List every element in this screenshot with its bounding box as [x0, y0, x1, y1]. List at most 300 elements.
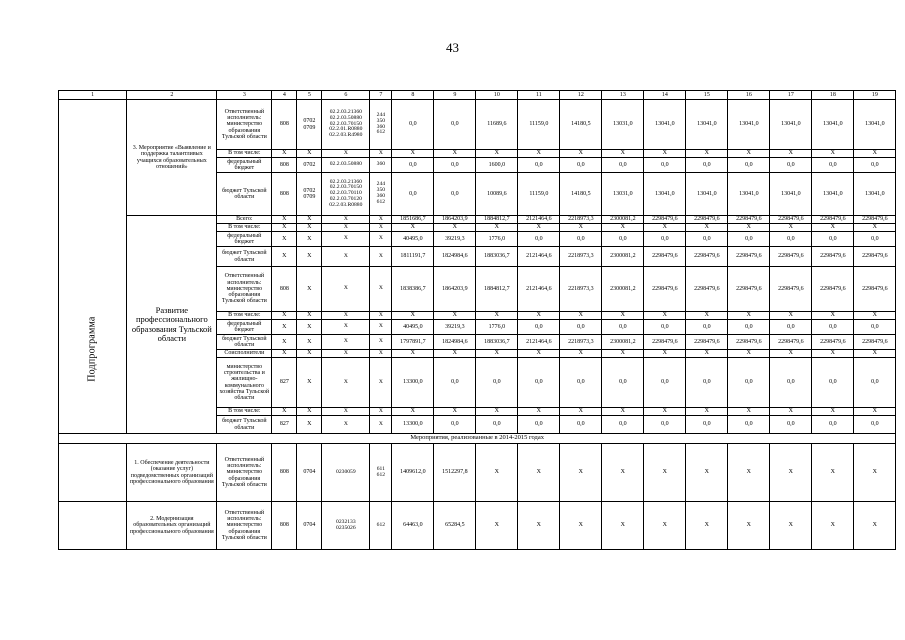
- table-row: [59, 100, 896, 150]
- vr-cell: X: [370, 224, 392, 232]
- value-cell: X: [476, 224, 518, 232]
- header-cell: 1: [59, 91, 127, 100]
- value-cell: 2298479,6: [686, 267, 728, 312]
- value-cell: X: [812, 312, 854, 320]
- rzpr-cell: X: [297, 408, 322, 416]
- header-cell: 9: [434, 91, 476, 100]
- executor-cell: Ответственный исполнитель: министерство образования Тульской области: [217, 502, 272, 550]
- csr-cell: X: [322, 350, 370, 358]
- value-cell: 14180,5: [560, 173, 602, 216]
- rzpr-cell: 0702: [297, 158, 322, 173]
- value-cell: X: [392, 408, 434, 416]
- value-cell: X: [728, 408, 770, 416]
- value-cell: X: [644, 502, 686, 550]
- vr-cell: X: [370, 232, 392, 247]
- value-cell: 13041,0: [728, 100, 770, 150]
- header-cell: 15: [686, 91, 728, 100]
- value-cell: 0,0: [560, 320, 602, 335]
- grbs-cell: 808: [272, 502, 297, 550]
- value-cell: 1797891,7: [392, 335, 434, 350]
- value-cell: 2298479,6: [812, 216, 854, 224]
- value-cell: X: [644, 224, 686, 232]
- header-cell: 10: [476, 91, 518, 100]
- value-cell: X: [392, 312, 434, 320]
- value-cell: 2121464,6: [518, 247, 560, 267]
- csr-cell: X: [322, 247, 370, 267]
- header-cell: 4: [272, 91, 297, 100]
- rzpr-cell: X: [297, 247, 322, 267]
- value-cell: X: [392, 150, 434, 158]
- rzpr-cell: 0704: [297, 444, 322, 502]
- value-cell: X: [770, 312, 812, 320]
- section-title: Мероприятия, реализованные в 2014-2015 годах: [59, 434, 896, 444]
- value-cell: X: [560, 502, 602, 550]
- value-cell: X: [644, 444, 686, 502]
- value-cell: 1824984,6: [434, 247, 476, 267]
- value-cell: 0,0: [518, 416, 560, 434]
- value-cell: 0,0: [686, 416, 728, 434]
- value-cell: 0,0: [644, 320, 686, 335]
- value-cell: 13031,0: [602, 173, 644, 216]
- grbs-cell: 808: [272, 158, 297, 173]
- header-cell: 7: [370, 91, 392, 100]
- rzpr-cell: X: [297, 232, 322, 247]
- executor-cell: Всего:: [217, 216, 272, 224]
- value-cell: X: [560, 224, 602, 232]
- vr-cell: X: [370, 312, 392, 320]
- value-cell: 0,0: [854, 358, 896, 408]
- header-cell: 18: [812, 91, 854, 100]
- vr-cell: X: [370, 350, 392, 358]
- measure-name: 3. Мероприятие «Выявление и поддержка талантливых учащихся образовательных отношений»: [127, 100, 217, 216]
- value-cell: 39219,3: [434, 232, 476, 247]
- vr-cell: X: [370, 247, 392, 267]
- value-cell: 0,0: [434, 158, 476, 173]
- value-cell: 13041,0: [686, 100, 728, 150]
- vr-cell: X: [370, 358, 392, 408]
- value-cell: 0,0: [728, 232, 770, 247]
- value-cell: X: [812, 502, 854, 550]
- table-row: [59, 216, 896, 224]
- value-cell: 2298479,6: [812, 247, 854, 267]
- value-cell: 0,0: [812, 232, 854, 247]
- value-cell: X: [476, 444, 518, 502]
- value-cell: 2298479,6: [686, 247, 728, 267]
- value-cell: X: [812, 444, 854, 502]
- value-cell: 0,0: [518, 232, 560, 247]
- value-cell: 0,0: [644, 416, 686, 434]
- value-cell: 2298479,6: [728, 335, 770, 350]
- executor-cell: Ответственный исполнитель: министерство образования Тульской области: [217, 267, 272, 312]
- value-cell: 0,0: [602, 416, 644, 434]
- value-cell: 13041,0: [686, 173, 728, 216]
- value-cell: 1884812,7: [476, 216, 518, 224]
- value-cell: 2298479,6: [770, 335, 812, 350]
- value-cell: 0,0: [560, 158, 602, 173]
- executor-cell: бюджет Тульской области: [217, 247, 272, 267]
- value-cell: 0,0: [644, 232, 686, 247]
- value-cell: X: [770, 502, 812, 550]
- value-cell: 1838386,7: [392, 267, 434, 312]
- value-cell: 11689,6: [476, 100, 518, 150]
- value-cell: X: [518, 224, 560, 232]
- value-cell: X: [434, 350, 476, 358]
- value-cell: 1600,0: [476, 158, 518, 173]
- value-cell: 2300081,2: [602, 247, 644, 267]
- value-cell: X: [686, 444, 728, 502]
- value-cell: 2298479,6: [644, 335, 686, 350]
- vr-cell: X: [370, 320, 392, 335]
- value-cell: 0,0: [770, 320, 812, 335]
- value-cell: 0,0: [812, 158, 854, 173]
- empty-cell: [59, 502, 127, 550]
- value-cell: 2300081,2: [602, 216, 644, 224]
- value-cell: 0,0: [728, 320, 770, 335]
- value-cell: X: [602, 150, 644, 158]
- value-cell: 64463,0: [392, 502, 434, 550]
- value-cell: 1512297,8: [434, 444, 476, 502]
- value-cell: X: [602, 224, 644, 232]
- value-cell: X: [728, 224, 770, 232]
- value-cell: 0,0: [518, 158, 560, 173]
- value-cell: 2121464,6: [518, 335, 560, 350]
- vr-cell: X: [370, 408, 392, 416]
- executor-cell: федеральный бюджет: [217, 232, 272, 247]
- value-cell: 0,0: [560, 358, 602, 408]
- executor-cell: бюджет Тульской области: [217, 416, 272, 434]
- value-cell: 1864203,9: [434, 216, 476, 224]
- csr-cell: X: [322, 312, 370, 320]
- value-cell: 2121464,6: [518, 216, 560, 224]
- value-cell: 65284,5: [434, 502, 476, 550]
- value-cell: 0,0: [392, 100, 434, 150]
- value-cell: 0,0: [770, 358, 812, 408]
- value-cell: 13041,0: [644, 173, 686, 216]
- grbs-cell: X: [272, 247, 297, 267]
- rzpr-cell: 0704: [297, 502, 322, 550]
- value-cell: 40495,0: [392, 232, 434, 247]
- value-cell: 10089,6: [476, 173, 518, 216]
- value-cell: 0,0: [476, 416, 518, 434]
- value-cell: 0,0: [728, 158, 770, 173]
- value-cell: 11159,0: [518, 100, 560, 150]
- value-cell: X: [770, 224, 812, 232]
- vr-cell: X: [370, 267, 392, 312]
- value-cell: 13041,0: [728, 173, 770, 216]
- value-cell: 1824984,6: [434, 335, 476, 350]
- value-cell: 2298479,6: [686, 216, 728, 224]
- empty-cell: [59, 444, 127, 502]
- value-cell: 0,0: [686, 320, 728, 335]
- value-cell: X: [812, 350, 854, 358]
- header-cell: 13: [602, 91, 644, 100]
- value-cell: 0,0: [434, 100, 476, 150]
- value-cell: X: [686, 312, 728, 320]
- executor-cell: Ответственный исполнитель: министерство образования Тульской области: [217, 100, 272, 150]
- subprogram-name: Развитие профессионального образования Тульской области: [127, 216, 217, 434]
- value-cell: X: [560, 408, 602, 416]
- table-row: [59, 502, 896, 550]
- value-cell: 39219,3: [434, 320, 476, 335]
- page-number: 43: [446, 40, 459, 55]
- value-cell: X: [854, 444, 896, 502]
- value-cell: 13041,0: [812, 100, 854, 150]
- value-cell: 1409612,0: [392, 444, 434, 502]
- value-cell: 0,0: [854, 416, 896, 434]
- value-cell: X: [644, 150, 686, 158]
- value-cell: X: [728, 150, 770, 158]
- value-cell: X: [854, 224, 896, 232]
- header-cell: 17: [770, 91, 812, 100]
- value-cell: X: [770, 444, 812, 502]
- value-cell: 0,0: [644, 358, 686, 408]
- header-cell: 12: [560, 91, 602, 100]
- grbs-cell: 808: [272, 173, 297, 216]
- value-cell: 2298479,6: [644, 267, 686, 312]
- value-cell: 0,0: [602, 232, 644, 247]
- rzpr-cell: X: [297, 267, 322, 312]
- rzpr-cell: 0702 0709: [297, 173, 322, 216]
- value-cell: 2300081,2: [602, 267, 644, 312]
- csr-cell: X: [322, 358, 370, 408]
- csr-cell: X: [322, 232, 370, 247]
- csr-cell: 02.2.03.50880: [322, 158, 370, 173]
- value-cell: 13041,0: [644, 100, 686, 150]
- value-cell: 1884812,7: [476, 267, 518, 312]
- rzpr-cell: 0702 0709: [297, 100, 322, 150]
- grbs-cell: 808: [272, 267, 297, 312]
- value-cell: 2298479,6: [812, 267, 854, 312]
- grbs-cell: X: [272, 408, 297, 416]
- rzpr-cell: X: [297, 320, 322, 335]
- rzpr-cell: X: [297, 416, 322, 434]
- value-cell: 2218973,3: [560, 335, 602, 350]
- value-cell: 11159,0: [518, 173, 560, 216]
- value-cell: X: [518, 312, 560, 320]
- value-cell: 2218973,3: [560, 267, 602, 312]
- csr-cell: X: [322, 224, 370, 232]
- executor-cell: министерство строительства и жилищно-коммунального хозяйства Тульской области: [217, 358, 272, 408]
- value-cell: X: [644, 408, 686, 416]
- value-cell: X: [644, 312, 686, 320]
- header-cell: 14: [644, 91, 686, 100]
- value-cell: X: [770, 350, 812, 358]
- value-cell: 2218973,3: [560, 247, 602, 267]
- value-cell: 0,0: [770, 416, 812, 434]
- value-cell: 13300,0: [392, 416, 434, 434]
- value-cell: X: [854, 312, 896, 320]
- value-cell: X: [392, 224, 434, 232]
- value-cell: 1776,0: [476, 232, 518, 247]
- value-cell: X: [392, 350, 434, 358]
- grbs-cell: X: [272, 150, 297, 158]
- header-cell: 3: [217, 91, 272, 100]
- value-cell: 2121464,6: [518, 267, 560, 312]
- value-cell: X: [476, 502, 518, 550]
- value-cell: X: [434, 150, 476, 158]
- rzpr-cell: X: [297, 150, 322, 158]
- value-cell: 0,0: [770, 158, 812, 173]
- measure-name: 1. Обеспечение деятельности (оказание услуг) подведомственных организаций профессионального образования: [127, 444, 217, 502]
- measure-name: 2. Модернизация образовательных организаций профессионального образования: [127, 502, 217, 550]
- value-cell: X: [476, 350, 518, 358]
- value-cell: 2298479,6: [686, 335, 728, 350]
- value-cell: 2298479,6: [728, 267, 770, 312]
- header-cell: 2: [127, 91, 217, 100]
- value-cell: 14180,5: [560, 100, 602, 150]
- vr-cell: 360: [370, 158, 392, 173]
- value-cell: 0,0: [686, 232, 728, 247]
- vr-cell: 611 612: [370, 444, 392, 502]
- value-cell: 0,0: [476, 358, 518, 408]
- value-cell: X: [728, 350, 770, 358]
- value-cell: 2298479,6: [854, 267, 896, 312]
- value-cell: 2298479,6: [644, 216, 686, 224]
- csr-cell: 0232133 0235026: [322, 502, 370, 550]
- value-cell: 1864203,9: [434, 267, 476, 312]
- value-cell: X: [602, 312, 644, 320]
- value-cell: X: [560, 444, 602, 502]
- value-cell: 0,0: [602, 158, 644, 173]
- vr-cell: 244 350 360 612: [370, 173, 392, 216]
- rzpr-cell: X: [297, 312, 322, 320]
- csr-cell: X: [322, 150, 370, 158]
- value-cell: X: [770, 408, 812, 416]
- value-cell: 0,0: [392, 173, 434, 216]
- value-cell: X: [602, 408, 644, 416]
- value-cell: 2298479,6: [812, 335, 854, 350]
- value-cell: X: [476, 150, 518, 158]
- csr-cell: 0230059: [322, 444, 370, 502]
- vr-cell: 612: [370, 502, 392, 550]
- value-cell: 0,0: [518, 358, 560, 408]
- value-cell: 2298479,6: [728, 247, 770, 267]
- value-cell: X: [686, 224, 728, 232]
- value-cell: 2298479,6: [854, 216, 896, 224]
- value-cell: 2298479,6: [644, 247, 686, 267]
- value-cell: X: [518, 408, 560, 416]
- value-cell: X: [602, 350, 644, 358]
- grbs-cell: X: [272, 350, 297, 358]
- value-cell: 0,0: [602, 320, 644, 335]
- value-cell: X: [518, 350, 560, 358]
- value-cell: X: [686, 502, 728, 550]
- executor-cell: В том числе:: [217, 224, 272, 232]
- csr-cell: X: [322, 216, 370, 224]
- value-cell: X: [728, 312, 770, 320]
- table-row: [59, 444, 896, 502]
- value-cell: X: [644, 350, 686, 358]
- value-cell: 2298479,6: [854, 335, 896, 350]
- header-cell: 11: [518, 91, 560, 100]
- value-cell: X: [602, 444, 644, 502]
- header-cell: 6: [322, 91, 370, 100]
- value-cell: 0,0: [854, 158, 896, 173]
- value-cell: 2218973,3: [560, 216, 602, 224]
- value-cell: 13041,0: [854, 100, 896, 150]
- value-cell: 2300081,2: [602, 335, 644, 350]
- value-cell: 0,0: [728, 416, 770, 434]
- value-cell: 13031,0: [602, 100, 644, 150]
- value-cell: X: [560, 150, 602, 158]
- value-cell: 13041,0: [770, 173, 812, 216]
- value-cell: X: [686, 350, 728, 358]
- vr-cell: X: [370, 150, 392, 158]
- header-cell: 19: [854, 91, 896, 100]
- value-cell: 0,0: [686, 358, 728, 408]
- value-cell: X: [686, 408, 728, 416]
- value-cell: 0,0: [854, 232, 896, 247]
- value-cell: 0,0: [560, 416, 602, 434]
- value-cell: 0,0: [434, 358, 476, 408]
- value-cell: 0,0: [644, 158, 686, 173]
- value-cell: 0,0: [686, 158, 728, 173]
- value-cell: X: [434, 408, 476, 416]
- vr-cell: 244 350 360 612: [370, 100, 392, 150]
- grbs-cell: X: [272, 232, 297, 247]
- grbs-cell: 827: [272, 416, 297, 434]
- value-cell: 0,0: [560, 232, 602, 247]
- vr-cell: X: [370, 335, 392, 350]
- grbs-cell: X: [272, 216, 297, 224]
- value-cell: 2298479,6: [728, 216, 770, 224]
- value-cell: 1811191,7: [392, 247, 434, 267]
- value-cell: X: [686, 150, 728, 158]
- executor-cell: бюджет Тульской области: [217, 173, 272, 216]
- csr-cell: 02.2.03.21360 02.2.03.50880 02.2.03.70150 02.2.01.R0880 02.2.03.R4980: [322, 100, 370, 150]
- grbs-cell: 808: [272, 444, 297, 502]
- value-cell: 0,0: [434, 173, 476, 216]
- value-cell: 0,0: [770, 232, 812, 247]
- value-cell: X: [854, 502, 896, 550]
- csr-cell: X: [322, 335, 370, 350]
- executor-cell: бюджет Тульской области: [217, 335, 272, 350]
- rzpr-cell: X: [297, 224, 322, 232]
- value-cell: 0,0: [812, 358, 854, 408]
- vertical-label-cell: [59, 100, 127, 434]
- executor-cell: федеральный бюджет: [217, 320, 272, 335]
- executor-cell: федеральный бюджет: [217, 158, 272, 173]
- value-cell: 13041,0: [812, 173, 854, 216]
- value-cell: 2298479,6: [770, 267, 812, 312]
- rzpr-cell: X: [297, 335, 322, 350]
- section-row: [59, 434, 896, 444]
- grbs-cell: X: [272, 320, 297, 335]
- value-cell: 13041,0: [770, 100, 812, 150]
- value-cell: X: [812, 150, 854, 158]
- value-cell: X: [854, 350, 896, 358]
- csr-cell: X: [322, 416, 370, 434]
- value-cell: 0,0: [392, 158, 434, 173]
- header-cell: 5: [297, 91, 322, 100]
- value-cell: X: [518, 150, 560, 158]
- value-cell: 2298479,6: [770, 247, 812, 267]
- value-cell: 1851686,7: [392, 216, 434, 224]
- value-cell: 2298479,6: [770, 216, 812, 224]
- value-cell: X: [560, 350, 602, 358]
- value-cell: 0,0: [728, 358, 770, 408]
- value-cell: 0,0: [434, 416, 476, 434]
- value-cell: X: [812, 224, 854, 232]
- value-cell: 2298479,6: [854, 247, 896, 267]
- value-cell: 0,0: [518, 320, 560, 335]
- executor-cell: Соисполнители: [217, 350, 272, 358]
- budget-table: [58, 90, 896, 550]
- value-cell: X: [854, 408, 896, 416]
- value-cell: 13041,0: [854, 173, 896, 216]
- vr-cell: X: [370, 216, 392, 224]
- executor-cell: В том числе:: [217, 150, 272, 158]
